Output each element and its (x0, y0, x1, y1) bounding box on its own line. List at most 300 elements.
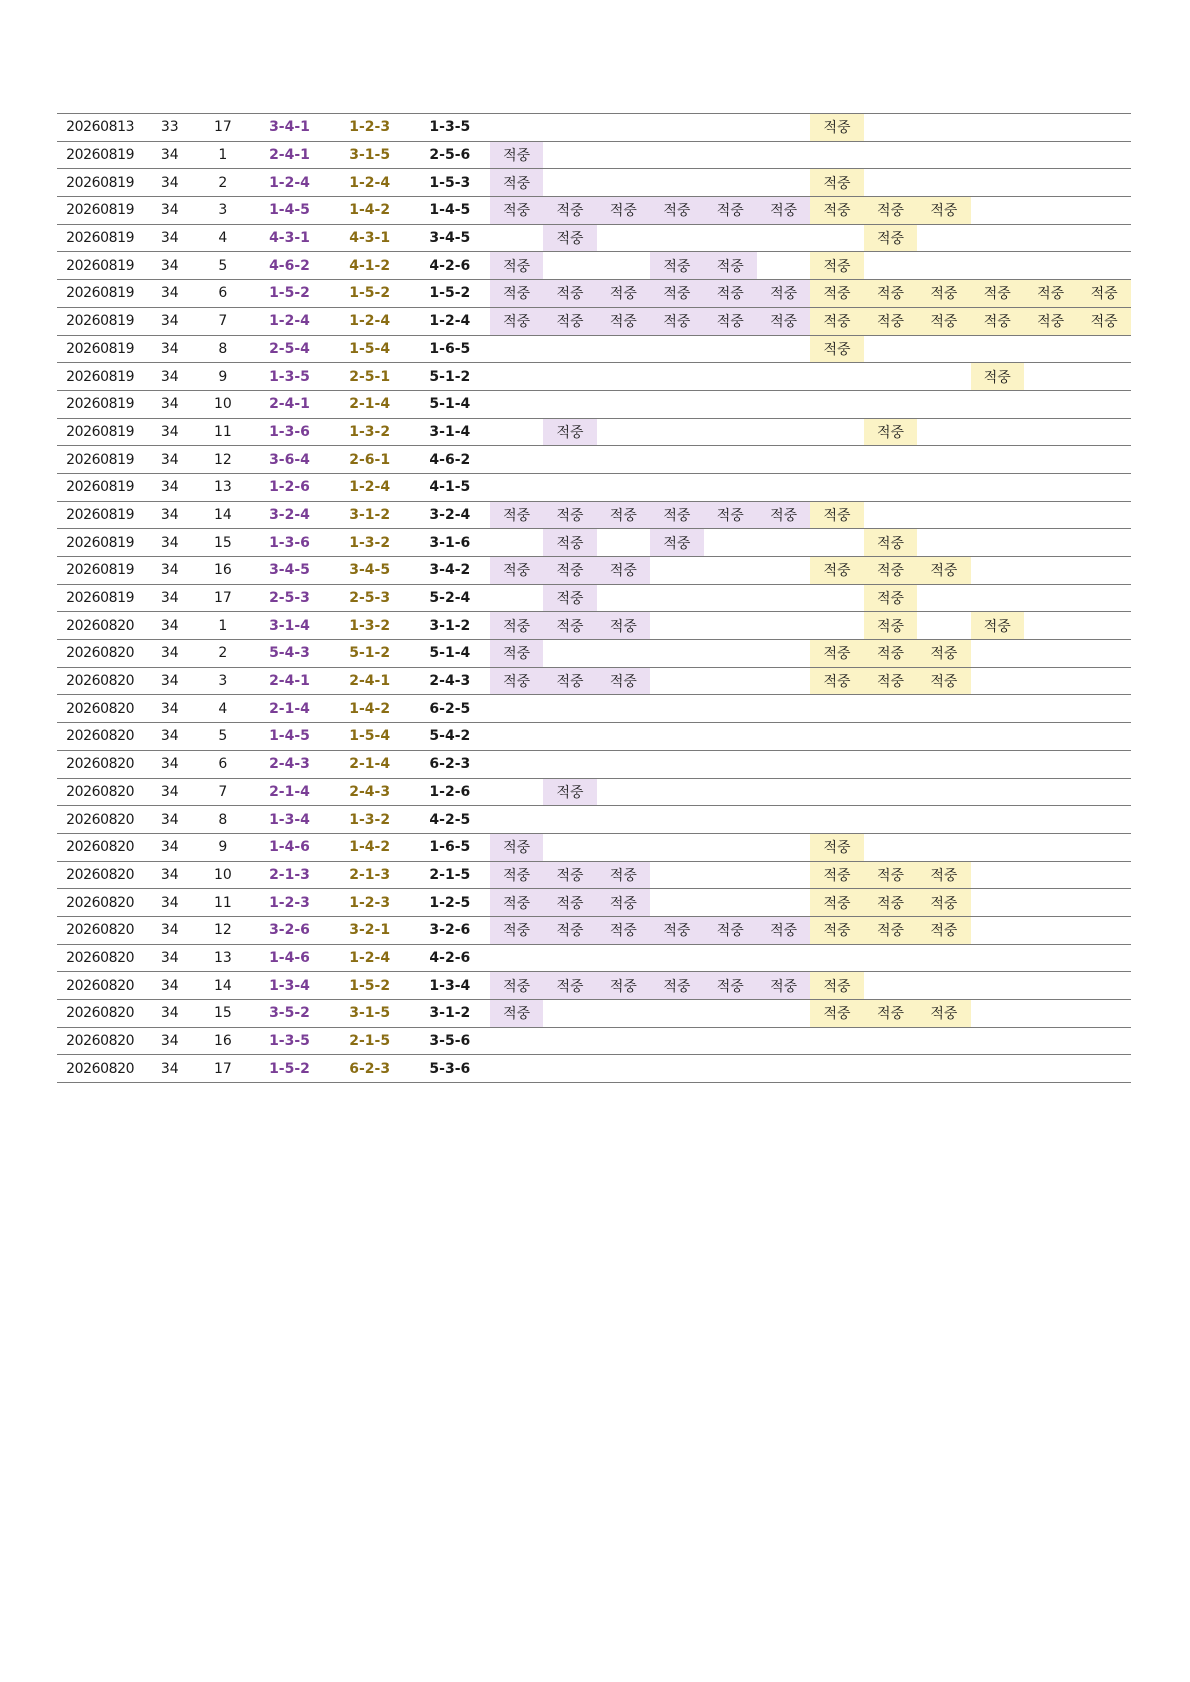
date-cell: 20260819 (57, 197, 143, 225)
empty-hit-cell (704, 169, 757, 197)
result-cell: 3-4-5 (410, 224, 490, 252)
result-cell: 6-2-5 (410, 695, 490, 723)
empty-hit-cell (1077, 640, 1131, 668)
round-cell: 34 (143, 307, 196, 335)
empty-hit-cell (864, 695, 917, 723)
empty-hit-cell (490, 584, 543, 612)
hit-badge: 적중 (490, 169, 543, 197)
empty-hit-cell (543, 944, 596, 972)
empty-hit-cell (1024, 806, 1077, 834)
empty-hit-cell (543, 640, 596, 668)
hit-badge: 적중 (597, 612, 650, 640)
date-cell: 20260820 (57, 972, 143, 1000)
hit-badge: 적중 (757, 307, 810, 335)
result-cell: 4-2-6 (410, 944, 490, 972)
date-cell: 20260820 (57, 1000, 143, 1028)
empty-hit-cell (917, 418, 970, 446)
prediction-b-cell: 3-1-5 (330, 1000, 410, 1028)
prediction-b-cell: 3-2-1 (330, 916, 410, 944)
empty-hit-cell (704, 557, 757, 585)
empty-hit-cell (864, 141, 917, 169)
empty-hit-cell (650, 806, 703, 834)
empty-hit-cell (757, 750, 810, 778)
prediction-b-cell: 2-1-4 (330, 750, 410, 778)
empty-hit-cell (917, 390, 970, 418)
table-row (57, 695, 1131, 723)
round-cell: 34 (143, 861, 196, 889)
empty-hit-cell (704, 418, 757, 446)
race-cell: 8 (196, 335, 249, 363)
empty-hit-cell (971, 252, 1024, 280)
empty-hit-cell (650, 224, 703, 252)
empty-hit-cell (597, 446, 650, 474)
empty-hit-cell (490, 944, 543, 972)
hit-badge: 적중 (917, 557, 970, 585)
empty-hit-cell (490, 473, 543, 501)
prediction-a-cell: 3-4-1 (249, 114, 329, 142)
empty-hit-cell (650, 833, 703, 861)
date-cell: 20260819 (57, 529, 143, 557)
hit-badge: 적중 (1077, 307, 1131, 335)
empty-hit-cell (543, 252, 596, 280)
table-row (57, 114, 1131, 142)
empty-hit-cell (757, 889, 810, 917)
hit-badge: 적중 (757, 972, 810, 1000)
empty-hit-cell (704, 529, 757, 557)
empty-hit-cell (757, 695, 810, 723)
result-cell: 5-2-4 (410, 584, 490, 612)
prediction-a-cell: 1-3-5 (249, 363, 329, 391)
empty-hit-cell (1024, 390, 1077, 418)
empty-hit-cell (704, 141, 757, 169)
result-cell: 5-1-4 (410, 390, 490, 418)
race-cell: 9 (196, 833, 249, 861)
hit-badge: 적중 (1024, 307, 1077, 335)
round-cell: 34 (143, 1027, 196, 1055)
hit-badge: 적중 (864, 1000, 917, 1028)
empty-hit-cell (543, 473, 596, 501)
empty-hit-cell (757, 833, 810, 861)
round-cell: 34 (143, 750, 196, 778)
result-cell: 3-1-2 (410, 612, 490, 640)
hit-badge: 적중 (810, 169, 863, 197)
empty-hit-cell (757, 473, 810, 501)
race-cell: 17 (196, 584, 249, 612)
empty-hit-cell (597, 833, 650, 861)
empty-hit-cell (757, 169, 810, 197)
empty-hit-cell (1024, 640, 1077, 668)
empty-hit-cell (864, 750, 917, 778)
prediction-b-cell: 1-3-2 (330, 806, 410, 834)
prediction-a-cell: 2-4-1 (249, 141, 329, 169)
prediction-b-cell: 2-4-1 (330, 667, 410, 695)
hit-badge: 적중 (543, 861, 596, 889)
empty-hit-cell (1024, 833, 1077, 861)
prediction-b-cell: 4-3-1 (330, 224, 410, 252)
result-cell: 3-4-2 (410, 557, 490, 585)
empty-hit-cell (810, 723, 863, 751)
empty-hit-cell (1077, 363, 1131, 391)
prediction-b-cell: 1-2-4 (330, 307, 410, 335)
prediction-b-cell: 1-2-4 (330, 473, 410, 501)
round-cell: 34 (143, 916, 196, 944)
table-row (57, 280, 1131, 308)
empty-hit-cell (971, 114, 1024, 142)
empty-hit-cell (1077, 723, 1131, 751)
hit-badge: 적중 (543, 529, 596, 557)
result-cell: 2-5-6 (410, 141, 490, 169)
hit-badge: 적중 (543, 778, 596, 806)
hit-badge: 적중 (704, 280, 757, 308)
hit-badge: 적중 (704, 252, 757, 280)
table-row (57, 944, 1131, 972)
empty-hit-cell (1077, 197, 1131, 225)
empty-hit-cell (597, 141, 650, 169)
empty-hit-cell (704, 1000, 757, 1028)
hit-badge: 적중 (1077, 280, 1131, 308)
empty-hit-cell (650, 114, 703, 142)
empty-hit-cell (757, 363, 810, 391)
hit-badge: 적중 (810, 252, 863, 280)
empty-hit-cell (864, 390, 917, 418)
empty-hit-cell (490, 224, 543, 252)
empty-hit-cell (1024, 557, 1077, 585)
empty-hit-cell (757, 944, 810, 972)
race-cell: 7 (196, 307, 249, 335)
empty-hit-cell (704, 695, 757, 723)
race-cell: 2 (196, 169, 249, 197)
hit-badge: 적중 (490, 916, 543, 944)
hit-badge: 적중 (490, 307, 543, 335)
hit-badge: 적중 (543, 307, 596, 335)
empty-hit-cell (757, 778, 810, 806)
hit-badge: 적중 (543, 224, 596, 252)
empty-hit-cell (1077, 390, 1131, 418)
empty-hit-cell (1077, 1055, 1131, 1083)
result-cell: 2-4-3 (410, 667, 490, 695)
prediction-a-cell: 3-6-4 (249, 446, 329, 474)
hit-badge: 적중 (650, 307, 703, 335)
hit-badge: 적중 (810, 916, 863, 944)
empty-hit-cell (704, 889, 757, 917)
hit-badge: 적중 (597, 197, 650, 225)
empty-hit-cell (917, 1027, 970, 1055)
hit-badge: 적중 (1024, 280, 1077, 308)
result-cell: 3-2-4 (410, 501, 490, 529)
race-cell: 14 (196, 972, 249, 1000)
hit-badge: 적중 (597, 501, 650, 529)
empty-hit-cell (650, 446, 703, 474)
hit-badge: 적중 (597, 861, 650, 889)
hit-badge: 적중 (864, 916, 917, 944)
empty-hit-cell (864, 363, 917, 391)
table-row (57, 667, 1131, 695)
empty-hit-cell (1024, 778, 1077, 806)
date-cell: 20260820 (57, 1055, 143, 1083)
table-row (57, 1055, 1131, 1083)
race-cell: 16 (196, 1027, 249, 1055)
result-cell: 1-6-5 (410, 335, 490, 363)
prediction-a-cell: 1-3-4 (249, 972, 329, 1000)
prediction-b-cell: 2-1-3 (330, 861, 410, 889)
hit-badge: 적중 (704, 501, 757, 529)
empty-hit-cell (597, 584, 650, 612)
table-row (57, 861, 1131, 889)
empty-hit-cell (1077, 695, 1131, 723)
hit-badge: 적중 (543, 280, 596, 308)
result-cell: 6-2-3 (410, 750, 490, 778)
empty-hit-cell (1024, 861, 1077, 889)
date-cell: 20260819 (57, 252, 143, 280)
table-row (57, 1000, 1131, 1028)
prediction-a-cell: 1-4-6 (249, 944, 329, 972)
empty-hit-cell (810, 473, 863, 501)
empty-hit-cell (864, 833, 917, 861)
empty-hit-cell (1024, 612, 1077, 640)
hit-badge: 적중 (917, 280, 970, 308)
race-cell: 12 (196, 916, 249, 944)
prediction-a-cell: 1-5-2 (249, 280, 329, 308)
empty-hit-cell (704, 861, 757, 889)
empty-hit-cell (1024, 723, 1077, 751)
hit-badge: 적중 (543, 557, 596, 585)
table-row (57, 473, 1131, 501)
date-cell: 20260819 (57, 446, 143, 474)
prediction-a-cell: 3-4-5 (249, 557, 329, 585)
empty-hit-cell (543, 723, 596, 751)
empty-hit-cell (704, 612, 757, 640)
empty-hit-cell (704, 640, 757, 668)
empty-hit-cell (971, 141, 1024, 169)
empty-hit-cell (971, 335, 1024, 363)
empty-hit-cell (597, 778, 650, 806)
prediction-a-cell: 1-2-3 (249, 889, 329, 917)
table-row (57, 916, 1131, 944)
empty-hit-cell (650, 667, 703, 695)
empty-hit-cell (971, 723, 1024, 751)
empty-hit-cell (810, 612, 863, 640)
empty-hit-cell (864, 944, 917, 972)
empty-hit-cell (1077, 1000, 1131, 1028)
empty-hit-cell (757, 557, 810, 585)
result-cell: 4-1-5 (410, 473, 490, 501)
prediction-b-cell: 3-1-5 (330, 141, 410, 169)
table-row (57, 1027, 1131, 1055)
empty-hit-cell (1024, 252, 1077, 280)
round-cell: 34 (143, 972, 196, 1000)
empty-hit-cell (971, 473, 1024, 501)
hit-badge: 적중 (704, 197, 757, 225)
empty-hit-cell (704, 723, 757, 751)
result-cell: 4-6-2 (410, 446, 490, 474)
hit-badge: 적중 (704, 972, 757, 1000)
hit-badge: 적중 (810, 667, 863, 695)
hit-badge: 적중 (543, 197, 596, 225)
race-cell: 5 (196, 723, 249, 751)
result-cell: 1-5-2 (410, 280, 490, 308)
empty-hit-cell (1077, 224, 1131, 252)
prediction-a-cell: 2-4-3 (249, 750, 329, 778)
prediction-a-cell: 2-5-4 (249, 335, 329, 363)
date-cell: 20260819 (57, 584, 143, 612)
empty-hit-cell (597, 1000, 650, 1028)
empty-hit-cell (704, 778, 757, 806)
hit-badge: 적중 (971, 280, 1024, 308)
race-cell: 9 (196, 363, 249, 391)
date-cell: 20260819 (57, 418, 143, 446)
empty-hit-cell (704, 584, 757, 612)
hit-badge: 적중 (597, 280, 650, 308)
empty-hit-cell (1077, 335, 1131, 363)
empty-hit-cell (1077, 501, 1131, 529)
empty-hit-cell (1077, 446, 1131, 474)
table-row (57, 557, 1131, 585)
prediction-a-cell: 4-3-1 (249, 224, 329, 252)
race-cell: 13 (196, 944, 249, 972)
empty-hit-cell (543, 141, 596, 169)
result-cell: 1-2-5 (410, 889, 490, 917)
hit-badge: 적중 (543, 667, 596, 695)
prediction-b-cell: 2-1-4 (330, 390, 410, 418)
date-cell: 20260819 (57, 224, 143, 252)
empty-hit-cell (650, 141, 703, 169)
race-cell: 4 (196, 695, 249, 723)
result-cell: 1-4-5 (410, 197, 490, 225)
empty-hit-cell (543, 390, 596, 418)
hit-badge: 적중 (543, 418, 596, 446)
hit-badge: 적중 (971, 612, 1024, 640)
empty-hit-cell (917, 833, 970, 861)
date-cell: 20260819 (57, 280, 143, 308)
prediction-b-cell: 1-5-4 (330, 723, 410, 751)
empty-hit-cell (810, 363, 863, 391)
hit-badge: 적중 (810, 889, 863, 917)
empty-hit-cell (650, 473, 703, 501)
empty-hit-cell (971, 169, 1024, 197)
hit-badge: 적중 (490, 252, 543, 280)
hit-badge: 적중 (864, 197, 917, 225)
round-cell: 34 (143, 695, 196, 723)
prediction-a-cell: 3-2-6 (249, 916, 329, 944)
empty-hit-cell (1077, 972, 1131, 1000)
results-table-body (57, 114, 1131, 1083)
empty-hit-cell (1077, 833, 1131, 861)
empty-hit-cell (650, 335, 703, 363)
table-row (57, 889, 1131, 917)
empty-hit-cell (757, 861, 810, 889)
empty-hit-cell (1077, 252, 1131, 280)
empty-hit-cell (1024, 197, 1077, 225)
table-row (57, 778, 1131, 806)
round-cell: 34 (143, 390, 196, 418)
hit-badge: 적중 (597, 557, 650, 585)
empty-hit-cell (810, 944, 863, 972)
empty-hit-cell (810, 778, 863, 806)
date-cell: 20260819 (57, 169, 143, 197)
result-cell: 1-6-5 (410, 833, 490, 861)
empty-hit-cell (810, 418, 863, 446)
hit-badge: 적중 (917, 667, 970, 695)
empty-hit-cell (704, 944, 757, 972)
result-cell: 1-5-3 (410, 169, 490, 197)
round-cell: 34 (143, 169, 196, 197)
empty-hit-cell (971, 916, 1024, 944)
empty-hit-cell (1077, 861, 1131, 889)
hit-badge: 적중 (864, 307, 917, 335)
date-cell: 20260820 (57, 889, 143, 917)
hit-badge: 적중 (650, 972, 703, 1000)
empty-hit-cell (917, 695, 970, 723)
date-cell: 20260819 (57, 473, 143, 501)
empty-hit-cell (1024, 916, 1077, 944)
result-cell: 2-1-5 (410, 861, 490, 889)
table-row (57, 141, 1131, 169)
empty-hit-cell (650, 169, 703, 197)
hit-badge: 적중 (543, 501, 596, 529)
empty-hit-cell (917, 473, 970, 501)
empty-hit-cell (1024, 363, 1077, 391)
empty-hit-cell (490, 723, 543, 751)
date-cell: 20260820 (57, 778, 143, 806)
race-cell: 2 (196, 640, 249, 668)
empty-hit-cell (597, 640, 650, 668)
round-cell: 34 (143, 1055, 196, 1083)
prediction-b-cell: 1-4-2 (330, 833, 410, 861)
empty-hit-cell (1024, 529, 1077, 557)
empty-hit-cell (1077, 169, 1131, 197)
empty-hit-cell (971, 446, 1024, 474)
empty-hit-cell (1077, 557, 1131, 585)
empty-hit-cell (971, 1055, 1024, 1083)
empty-hit-cell (704, 473, 757, 501)
prediction-b-cell: 1-4-2 (330, 197, 410, 225)
race-cell: 3 (196, 197, 249, 225)
race-cell: 6 (196, 750, 249, 778)
empty-hit-cell (543, 833, 596, 861)
result-cell: 5-1-4 (410, 640, 490, 668)
empty-hit-cell (543, 363, 596, 391)
empty-hit-cell (1077, 141, 1131, 169)
prediction-a-cell: 3-5-2 (249, 1000, 329, 1028)
empty-hit-cell (971, 529, 1024, 557)
empty-hit-cell (543, 114, 596, 142)
hit-badge: 적중 (810, 861, 863, 889)
hit-badge: 적중 (704, 916, 757, 944)
hit-badge: 적중 (543, 916, 596, 944)
empty-hit-cell (650, 418, 703, 446)
race-cell: 5 (196, 252, 249, 280)
empty-hit-cell (704, 667, 757, 695)
result-cell: 3-1-6 (410, 529, 490, 557)
round-cell: 34 (143, 280, 196, 308)
empty-hit-cell (1024, 141, 1077, 169)
result-cell: 5-4-2 (410, 723, 490, 751)
empty-hit-cell (917, 169, 970, 197)
empty-hit-cell (917, 778, 970, 806)
prediction-b-cell: 1-5-2 (330, 280, 410, 308)
empty-hit-cell (917, 363, 970, 391)
prediction-b-cell: 3-4-5 (330, 557, 410, 585)
empty-hit-cell (650, 640, 703, 668)
round-cell: 34 (143, 418, 196, 446)
round-cell: 34 (143, 806, 196, 834)
prediction-b-cell: 1-5-2 (330, 972, 410, 1000)
empty-hit-cell (810, 695, 863, 723)
empty-hit-cell (864, 446, 917, 474)
race-cell: 10 (196, 861, 249, 889)
date-cell: 20260813 (57, 114, 143, 142)
empty-hit-cell (757, 667, 810, 695)
